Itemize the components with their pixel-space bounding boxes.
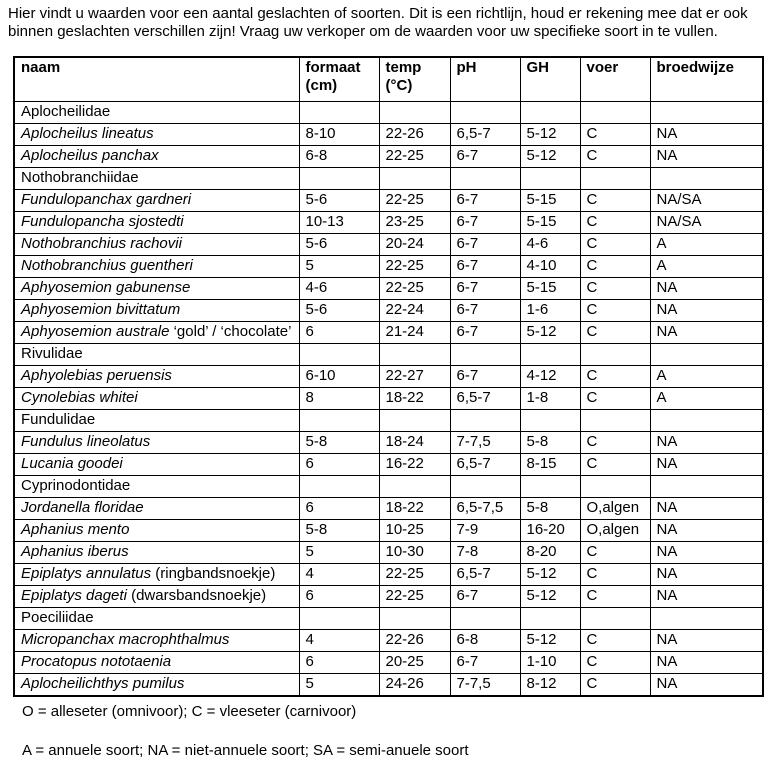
species-name-cell — [14, 630, 299, 652]
species-name-cell — [14, 498, 299, 520]
species-row — [14, 300, 763, 322]
cell-ph: 6,5-7 — [450, 388, 520, 410]
empty-cell — [450, 344, 520, 366]
cell-formaat: 5 — [299, 674, 379, 697]
species-name-cell — [14, 432, 299, 454]
empty-cell — [650, 476, 763, 498]
cell-gh: 1-8 — [520, 388, 580, 410]
species-row — [14, 322, 763, 344]
species-row — [14, 586, 763, 608]
empty-cell — [299, 476, 379, 498]
species-scientific-name: Aphanius mento — [21, 521, 130, 538]
cell-broedwijze: NA — [650, 322, 763, 344]
empty-cell — [520, 344, 580, 366]
empty-cell — [450, 410, 520, 432]
cell-formaat: 6-8 — [299, 146, 379, 168]
cell-ph: 6-7 — [450, 278, 520, 300]
cell-voer: C — [580, 124, 650, 146]
species-row — [14, 454, 763, 476]
cell-voer: O,algen — [580, 520, 650, 542]
species-row — [14, 388, 763, 410]
cell-broedwijze: NA — [650, 454, 763, 476]
cell-voer: C — [580, 278, 650, 300]
cell-temp: 10-25 — [379, 520, 450, 542]
empty-cell — [450, 102, 520, 124]
species-name-cell — [14, 674, 299, 697]
cell-gh: 5-15 — [520, 212, 580, 234]
cell-ph: 7-7,5 — [450, 432, 520, 454]
species-name-cell — [14, 300, 299, 322]
cell-formaat: 6 — [299, 652, 379, 674]
family-row — [14, 344, 763, 366]
species-row — [14, 278, 763, 300]
column-header-naam: naam — [14, 57, 299, 102]
cell-broedwijze: NA — [650, 124, 763, 146]
cell-broedwijze: NA — [650, 674, 763, 697]
cell-formaat: 4 — [299, 630, 379, 652]
empty-cell — [299, 608, 379, 630]
cell-voer: C — [580, 234, 650, 256]
cell-voer: C — [580, 630, 650, 652]
empty-cell — [580, 102, 650, 124]
species-scientific-name: Lucania goodei — [21, 455, 123, 472]
cell-formaat: 4-6 — [299, 278, 379, 300]
species-row — [14, 146, 763, 168]
column-header-voer: voer — [580, 57, 650, 102]
family-name-cell: Poeciliidae — [14, 608, 299, 630]
species-name-cell — [14, 366, 299, 388]
cell-gh: 5-12 — [520, 124, 580, 146]
empty-cell — [379, 168, 450, 190]
cell-ph: 7-9 — [450, 520, 520, 542]
species-name-cell — [14, 212, 299, 234]
species-scientific-name: Aphyosemion bivittatum — [21, 301, 181, 318]
species-name-cell — [14, 652, 299, 674]
species-name-cell — [14, 146, 299, 168]
cell-gh: 5-12 — [520, 564, 580, 586]
cell-voer: C — [580, 212, 650, 234]
cell-temp: 10-30 — [379, 542, 450, 564]
family-row — [14, 410, 763, 432]
cell-ph: 6-7 — [450, 256, 520, 278]
cell-broedwijze: NA/SA — [650, 190, 763, 212]
species-row — [14, 630, 763, 652]
species-row — [14, 234, 763, 256]
cell-ph: 6-7 — [450, 146, 520, 168]
species-scientific-name: Epiplatys dageti — [21, 587, 127, 604]
species-name-cell — [14, 586, 299, 608]
cell-formaat: 5-6 — [299, 234, 379, 256]
cell-ph: 6-7 — [450, 234, 520, 256]
cell-ph: 6-7 — [450, 322, 520, 344]
species-name-cell — [14, 388, 299, 410]
cell-ph: 6-7 — [450, 586, 520, 608]
empty-cell — [379, 476, 450, 498]
species-row — [14, 256, 763, 278]
cell-temp: 22-24 — [379, 300, 450, 322]
cell-voer: C — [580, 432, 650, 454]
species-scientific-name: Aphyosemion gabunense — [21, 279, 191, 296]
cell-gh: 1-6 — [520, 300, 580, 322]
species-name-cell — [14, 564, 299, 586]
cell-voer: O,algen — [580, 498, 650, 520]
cell-ph: 6,5-7,5 — [450, 498, 520, 520]
cell-broedwijze: NA — [650, 520, 763, 542]
cell-formaat: 8-10 — [299, 124, 379, 146]
cell-gh: 4-10 — [520, 256, 580, 278]
cell-gh: 1-10 — [520, 652, 580, 674]
species-name-cell — [14, 278, 299, 300]
family-row — [14, 608, 763, 630]
empty-cell — [379, 608, 450, 630]
table-header — [14, 57, 763, 102]
cell-gh: 5-8 — [520, 498, 580, 520]
cell-formaat: 10-13 — [299, 212, 379, 234]
species-scientific-name: Aphyosemion australe — [21, 323, 170, 340]
column-header-formaat: formaat (cm) — [299, 57, 379, 102]
cell-formaat: 6-10 — [299, 366, 379, 388]
intro-paragraph: Hier vindt u waarden voor een aantal geslachten of soorten. Dit is een richtlijn, houd er rekening mee dat er ook binnen geslachten verschillen zijn! Vraag uw verkoper om de waarden voor uw specifieke soort in te vullen. — [8, 5, 748, 40]
empty-cell — [650, 102, 763, 124]
column-header-temp: temp (°C) — [379, 57, 450, 102]
cell-voer: C — [580, 674, 650, 697]
cell-broedwijze: NA — [650, 146, 763, 168]
empty-cell — [520, 102, 580, 124]
family-name-cell: Cyprinodontidae — [14, 476, 299, 498]
family-name-cell: Fundulidae — [14, 410, 299, 432]
cell-ph: 6-7 — [450, 652, 520, 674]
empty-cell — [520, 168, 580, 190]
species-name-cell — [14, 542, 299, 564]
species-row — [14, 652, 763, 674]
species-scientific-name: Aphyolebias peruensis — [21, 367, 172, 384]
family-row — [14, 476, 763, 498]
empty-cell — [450, 168, 520, 190]
cell-ph: 7-8 — [450, 542, 520, 564]
empty-cell — [379, 102, 450, 124]
cell-temp: 22-25 — [379, 586, 450, 608]
species-row — [14, 432, 763, 454]
cell-voer: C — [580, 652, 650, 674]
cell-voer: C — [580, 366, 650, 388]
cell-temp: 22-26 — [379, 630, 450, 652]
cell-broedwijze: A — [650, 234, 763, 256]
cell-gh: 4-12 — [520, 366, 580, 388]
column-header-ph: pH — [450, 57, 520, 102]
family-name-cell: Rivulidae — [14, 344, 299, 366]
cell-voer: C — [580, 146, 650, 168]
empty-cell — [580, 168, 650, 190]
empty-cell — [580, 476, 650, 498]
cell-temp: 23-25 — [379, 212, 450, 234]
cell-ph: 6,5-7 — [450, 564, 520, 586]
cell-temp: 22-25 — [379, 146, 450, 168]
cell-formaat: 6 — [299, 454, 379, 476]
empty-cell — [520, 608, 580, 630]
cell-gh: 5-12 — [520, 630, 580, 652]
cell-ph: 6-7 — [450, 300, 520, 322]
species-scientific-name: Nothobranchius guentheri — [21, 257, 193, 274]
empty-cell — [580, 344, 650, 366]
cell-temp: 18-24 — [379, 432, 450, 454]
empty-cell — [379, 344, 450, 366]
cell-temp: 16-22 — [379, 454, 450, 476]
legend-broedwijze: A = annuele soort; NA = niet-annuele soort; SA = semi-anuele soort — [22, 742, 469, 759]
cell-temp: 22-25 — [379, 256, 450, 278]
cell-temp: 22-25 — [379, 278, 450, 300]
cell-voer: C — [580, 564, 650, 586]
cell-gh: 8-12 — [520, 674, 580, 697]
cell-gh: 4-6 — [520, 234, 580, 256]
species-scientific-name: Procatopus nototaenia — [21, 653, 172, 670]
species-scientific-name: Fundulopancha sjostedti — [21, 213, 184, 230]
empty-cell — [520, 476, 580, 498]
cell-broedwijze: A — [650, 366, 763, 388]
species-scientific-name: Aplocheilus panchax — [21, 147, 159, 164]
cell-formaat: 6 — [299, 322, 379, 344]
cell-gh: 5-12 — [520, 322, 580, 344]
column-header-gh: GH — [520, 57, 580, 102]
empty-cell — [299, 410, 379, 432]
cell-gh: 16-20 — [520, 520, 580, 542]
cell-formaat: 5-6 — [299, 190, 379, 212]
cell-broedwijze: NA — [650, 300, 763, 322]
cell-temp: 18-22 — [379, 498, 450, 520]
column-header-broedwijze: broedwijze — [650, 57, 763, 102]
species-scientific-name: Nothobranchius rachovii — [21, 235, 182, 252]
cell-formaat: 5 — [299, 256, 379, 278]
table-body — [14, 102, 763, 697]
species-row — [14, 520, 763, 542]
cell-broedwijze: A — [650, 256, 763, 278]
cell-voer: C — [580, 190, 650, 212]
cell-broedwijze: NA — [650, 652, 763, 674]
cell-ph: 7-7,5 — [450, 674, 520, 697]
species-common-name: ‘gold’ / ‘chocolate’ — [169, 323, 292, 340]
cell-formaat: 4 — [299, 564, 379, 586]
cell-broedwijze: NA — [650, 630, 763, 652]
family-row — [14, 102, 763, 124]
species-name-cell — [14, 234, 299, 256]
species-name-cell — [14, 322, 299, 344]
cell-temp: 22-26 — [379, 124, 450, 146]
empty-cell — [379, 410, 450, 432]
cell-formaat: 5-6 — [299, 300, 379, 322]
species-scientific-name: Fundulopanchax gardneri — [21, 191, 192, 208]
cell-broedwijze: NA — [650, 564, 763, 586]
species-row — [14, 564, 763, 586]
cell-formaat: 5-8 — [299, 520, 379, 542]
species-row — [14, 124, 763, 146]
empty-cell — [650, 410, 763, 432]
cell-gh: 8-20 — [520, 542, 580, 564]
cell-gh: 5-12 — [520, 146, 580, 168]
family-name-cell: Aplocheilidae — [14, 102, 299, 124]
species-scientific-name: Jordanella floridae — [21, 499, 144, 516]
cell-voer: C — [580, 586, 650, 608]
species-scientific-name: Cynolebias whitei — [21, 389, 138, 406]
empty-cell — [650, 168, 763, 190]
cell-ph: 6-7 — [450, 366, 520, 388]
species-scientific-name: Aplocheilichthys pumilus — [21, 675, 185, 692]
cell-temp: 20-25 — [379, 652, 450, 674]
species-name-cell — [14, 124, 299, 146]
cell-ph: 6-8 — [450, 630, 520, 652]
species-name-cell — [14, 190, 299, 212]
species-name-cell — [14, 256, 299, 278]
cell-gh: 8-15 — [520, 454, 580, 476]
cell-formaat: 8 — [299, 388, 379, 410]
fish-values-table — [13, 56, 764, 697]
empty-cell — [299, 102, 379, 124]
cell-temp: 18-22 — [379, 388, 450, 410]
species-common-name: (dwarsbandsnoekje) — [126, 587, 267, 604]
cell-broedwijze: NA — [650, 542, 763, 564]
cell-voer: C — [580, 322, 650, 344]
species-name-cell — [14, 454, 299, 476]
cell-voer: C — [580, 454, 650, 476]
species-row — [14, 498, 763, 520]
header-row — [14, 57, 763, 102]
empty-cell — [450, 608, 520, 630]
document-page — [0, 5, 776, 776]
cell-temp: 21-24 — [379, 322, 450, 344]
species-row — [14, 212, 763, 234]
cell-broedwijze: NA — [650, 586, 763, 608]
cell-formaat: 6 — [299, 586, 379, 608]
cell-broedwijze: A — [650, 388, 763, 410]
species-scientific-name: Fundulus lineolatus — [21, 433, 151, 450]
cell-ph: 6-7 — [450, 212, 520, 234]
cell-temp: 20-24 — [379, 234, 450, 256]
species-row — [14, 366, 763, 388]
cell-gh: 5-15 — [520, 278, 580, 300]
cell-voer: C — [580, 256, 650, 278]
species-row — [14, 190, 763, 212]
cell-temp: 22-27 — [379, 366, 450, 388]
cell-ph: 6,5-7 — [450, 124, 520, 146]
empty-cell — [580, 608, 650, 630]
cell-ph: 6,5-7 — [450, 454, 520, 476]
empty-cell — [650, 344, 763, 366]
empty-cell — [520, 410, 580, 432]
empty-cell — [299, 168, 379, 190]
cell-voer: C — [580, 388, 650, 410]
cell-gh: 5-12 — [520, 586, 580, 608]
cell-temp: 22-25 — [379, 564, 450, 586]
cell-temp: 22-25 — [379, 190, 450, 212]
species-row — [14, 674, 763, 697]
cell-gh: 5-15 — [520, 190, 580, 212]
cell-temp: 24-26 — [379, 674, 450, 697]
cell-formaat: 6 — [299, 498, 379, 520]
empty-cell — [580, 410, 650, 432]
cell-voer: C — [580, 542, 650, 564]
cell-formaat: 5 — [299, 542, 379, 564]
species-scientific-name: Aplocheilus lineatus — [21, 125, 154, 142]
cell-gh: 5-8 — [520, 432, 580, 454]
species-scientific-name: Epiplatys annulatus — [21, 565, 152, 582]
cell-ph: 6-7 — [450, 190, 520, 212]
empty-cell — [299, 344, 379, 366]
family-row — [14, 168, 763, 190]
empty-cell — [650, 608, 763, 630]
cell-voer: C — [580, 300, 650, 322]
species-row — [14, 542, 763, 564]
cell-broedwijze: NA — [650, 498, 763, 520]
empty-cell — [450, 476, 520, 498]
cell-broedwijze: NA — [650, 432, 763, 454]
species-scientific-name: Aphanius iberus — [21, 543, 129, 560]
species-name-cell — [14, 520, 299, 542]
legend-voer: O = alleseter (omnivoor); C = vleeseter (carnivoor) — [22, 703, 357, 720]
species-common-name: (ringbandsnoekje) — [151, 565, 276, 582]
cell-broedwijze: NA/SA — [650, 212, 763, 234]
species-scientific-name: Micropanchax macrophthalmus — [21, 631, 230, 648]
cell-broedwijze: NA — [650, 278, 763, 300]
family-name-cell: Nothobranchiidae — [14, 168, 299, 190]
cell-formaat: 5-8 — [299, 432, 379, 454]
